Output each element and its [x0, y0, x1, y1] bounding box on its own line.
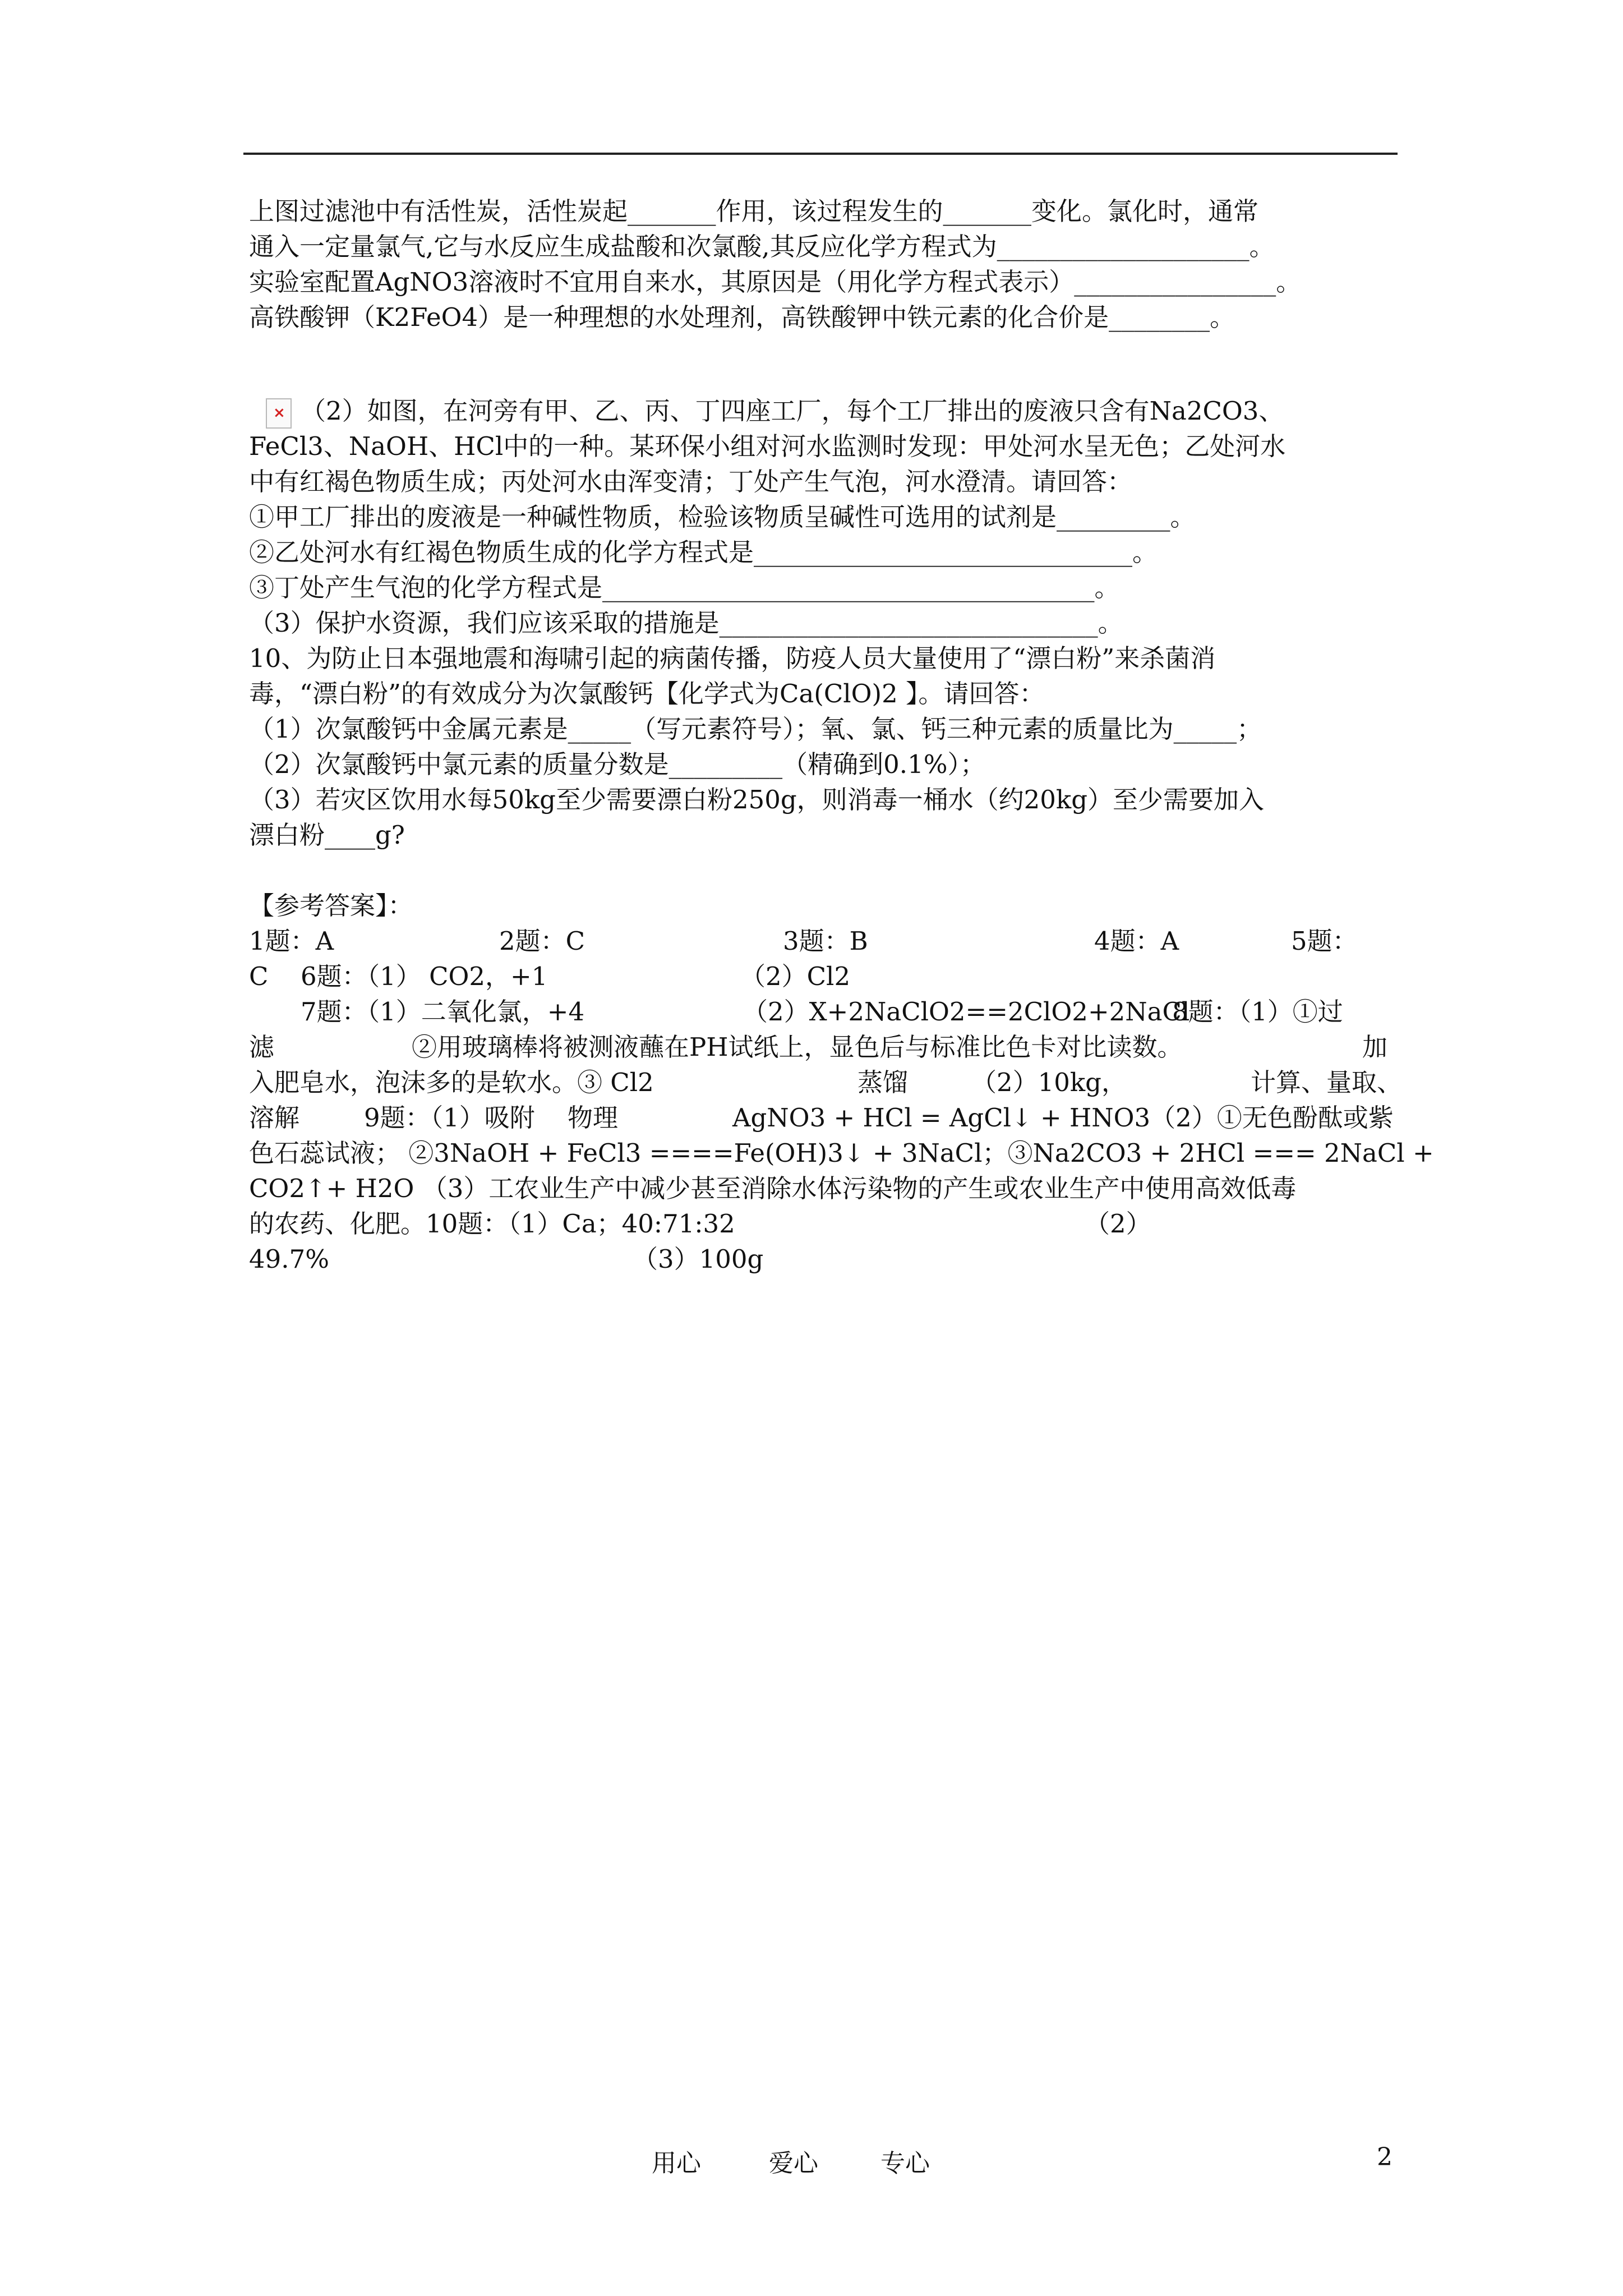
text-line: （3）若灾区饮用水每50kg至少需要漂白粉250g，则消毒一桶水（约20kg）至少需要加入	[249, 785, 1264, 815]
text-line: FeCl3、NaOH、HCl中的一种。某环保小组对河水监测时发现：甲处河水呈无色；乙处河水	[249, 431, 1286, 461]
answer-item: ②用玻璃棒将被测液蘸在PH试纸上，显色后与标准比色卡对比读数。	[412, 1032, 1183, 1062]
text-line: ①甲工厂排出的废液是一种碱性物质，检验该物质呈碱性可选用的试剂是_________。	[249, 502, 1196, 532]
footer-motto: 用心	[652, 2149, 701, 2178]
text-line: 中有红褐色物质生成；丙处河水由浑变清；丁处产生气泡，河水澄清。请回答：	[249, 467, 1133, 496]
page-number: 2	[1377, 2143, 1393, 2171]
answer-item: （2）Cl2	[740, 961, 851, 991]
document-body	[249, 194, 1434, 1277]
reference-answers	[249, 888, 1434, 1277]
answer-item: 加	[1362, 1032, 1388, 1062]
answer-item: 2题：C	[499, 926, 585, 956]
answer-row	[249, 1206, 1399, 1241]
answer-item: 4题：A	[1094, 926, 1179, 956]
answer-row	[249, 1241, 1399, 1277]
answer-item: （2）X+2NaClO2==2ClO2+2NaCl	[743, 997, 1190, 1027]
answer-item: 溶解	[249, 1103, 300, 1133]
answer-item: 49.7%	[249, 1244, 329, 1274]
answer-row	[249, 1029, 1399, 1065]
answer-row	[249, 959, 1399, 994]
answer-item: 物理	[568, 1103, 619, 1133]
text-line: 上图过滤池中有活性炭，活性炭起_______作用，该过程发生的_______变化。氯化时，通常	[249, 196, 1259, 226]
answer-item: C	[249, 961, 269, 991]
text-line: 通入一定量氯气,它与水反应生成盐酸和次氯酸,其反应化学方程式为____________________。	[249, 232, 1275, 261]
answer-item: 滤	[249, 1032, 275, 1062]
answer-row	[249, 1100, 1399, 1135]
text-line: （3）保护水资源，我们应该采取的措施是______________________________。	[249, 608, 1123, 638]
answer-item: 5题：	[1291, 926, 1358, 956]
text-line: 高铁酸钾（K2FeO4）是一种理想的水处理剂，高铁酸钾中铁元素的化合价是________。	[249, 302, 1235, 332]
answer-row	[249, 923, 1399, 959]
answer-item: AgNO3 + HCl = AgCl↓ + HNO3（2）①无色酚酞或紫	[732, 1103, 1394, 1133]
answer-item: 的农药、化肥。10题：（1）Ca；40:71:32	[249, 1209, 735, 1239]
header-rule	[243, 153, 1398, 155]
answer-item: 9题：（1）吸附	[364, 1103, 535, 1133]
answer-item: 蒸馏	[857, 1068, 909, 1097]
footer-motto: 专心	[880, 2149, 930, 2178]
answer-item: 计算、量取、	[1251, 1068, 1403, 1097]
answer-item: （2）10kg，	[971, 1068, 1127, 1097]
text-line: ③丁处产生气泡的化学方程式是_______________________________________。	[249, 573, 1120, 602]
answers-heading: 【参考答案】：	[249, 891, 413, 921]
text-line: （2）次氯酸钙中氯元素的质量分数是_________（精确到0.1%）；	[249, 749, 985, 779]
text-line: ②乙处河水有红褐色物质生成的化学方程式是______________________________。	[249, 537, 1158, 567]
answer-row	[249, 994, 1399, 1029]
text-line: 漂白粉____g?	[249, 820, 405, 850]
answer-row: 色石蕊试液； ②3NaOH + FeCl3 ====Fe(OH)3↓ + 3NaCl；③Na2CO3 + 2HCl === 2NaCl +	[249, 1138, 1434, 1168]
text-line: （2）如图，在河旁有甲、乙、丙、丁四座工厂，每个工厂排出的废液只含有Na2CO3、	[301, 396, 1284, 426]
text-line: 毒，“漂白粉”的有效成分为次氯酸钙【化学式为Ca(ClO)2 】。请回答：	[249, 679, 1045, 708]
answer-item: 1题：A	[249, 926, 334, 956]
answer-item: 入肥皂水，泡沫多的是软水。③ Cl2	[249, 1068, 654, 1097]
text-line: 实验室配置AgNO3溶液时不宜用自来水，其原因是（用化学方程式表示）________________。	[249, 267, 1302, 297]
answer-item: 7题：（1）二氧化氯，+4	[301, 997, 585, 1027]
answer-item: 6题：（1） CO2，+1	[301, 961, 548, 991]
answer-item: 3题：B	[783, 926, 868, 956]
answer-item: （2）	[1085, 1209, 1151, 1239]
broken-image-icon: ×	[266, 398, 292, 429]
answer-item: （3）100g	[633, 1244, 764, 1274]
page-footer	[0, 2143, 1623, 2177]
answer-item: 8题：（1）①过	[1172, 997, 1343, 1027]
answer-row: CO2↑+ H2O （3）工农业生产中减少甚至消除水体污染物的产生或农业生产中使用高效低毒	[249, 1174, 1297, 1203]
question-10: 10、为防止日本强地震和海啸引起的病菌传播，防疫人员大量使用了“漂白粉”来杀菌消	[249, 643, 1216, 673]
footer-motto: 爱心	[769, 2149, 818, 2178]
answer-row	[249, 1065, 1403, 1100]
text-line: （1）次氯酸钙中金属元素是_____（写元素符号）；氧、氯、钙三种元素的质量比为_____；	[249, 714, 1262, 744]
